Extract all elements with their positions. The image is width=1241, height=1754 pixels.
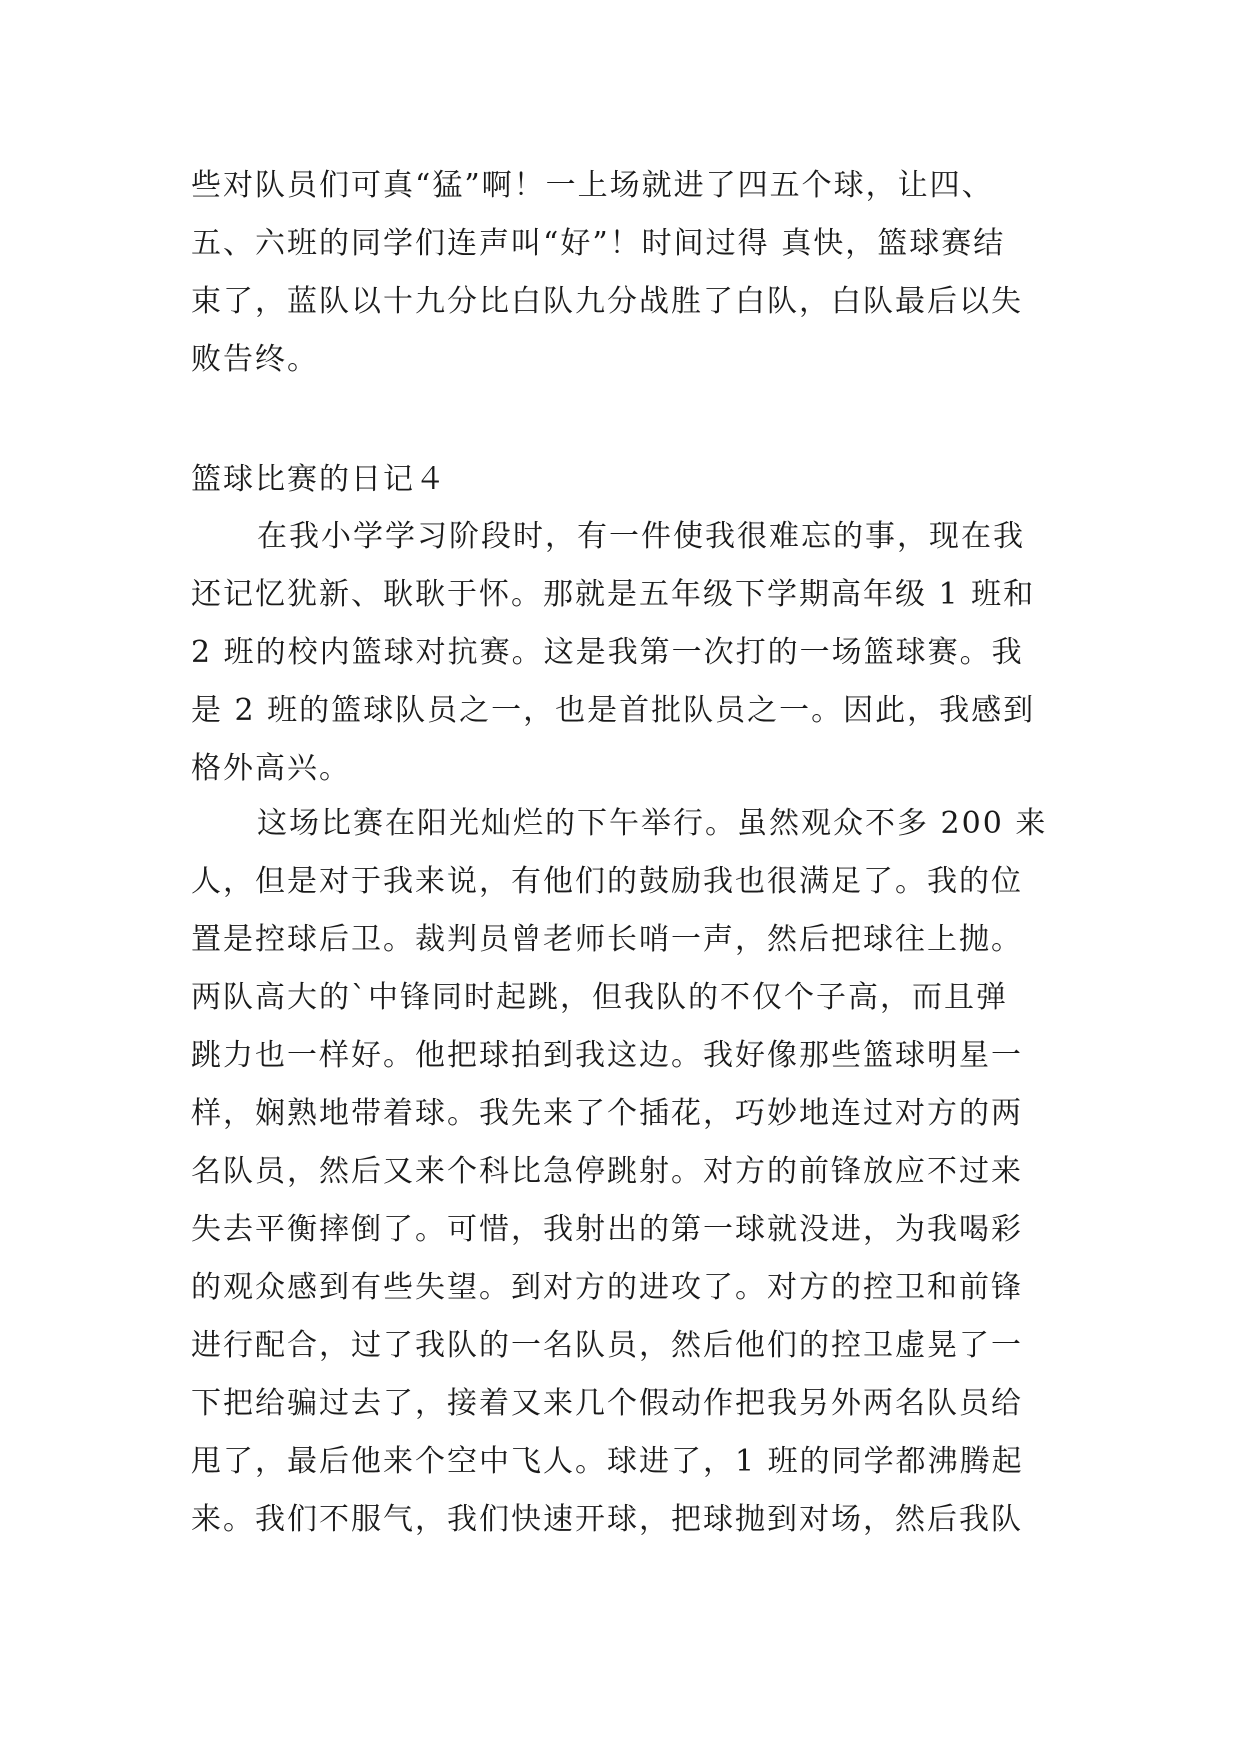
text-line: 名队员，然后又来个科比急停跳射。对方的前锋放应不过来	[191, 1154, 1023, 1189]
text-line: 的观众感到有些失望。到对方的进攻了。对方的控卫和前锋	[191, 1270, 1023, 1305]
text-line: 在我小学学习阶段时，有一件使我很难忘的事，现在我	[257, 519, 1025, 554]
text-line: 置是控球后卫。裁判员曾老师长哨一声，然后把球往上抛。	[191, 922, 1023, 957]
text-line: 来。我们不服气，我们快速开球，把球抛到对场，然后我队	[191, 1502, 1023, 1537]
text-line: 是 2 班的篮球队员之一，也是首批队员之一。因此，我感到	[191, 693, 1036, 728]
text-line: 束了，蓝队以十九分比白队九分战胜了白队，白队最后以失	[191, 284, 1023, 319]
text-line: 这场比赛在阳光灿烂的下午举行。虽然观众不多 200 来	[257, 806, 1048, 841]
text-line: 失去平衡摔倒了。可惜，我射出的第一球就没进，为我喝彩	[191, 1212, 1023, 1247]
paragraph-1	[191, 508, 1071, 798]
text-line: 跳力也一样好。他把球拍到我这边。我好像那些篮球明星一	[191, 1038, 1023, 1073]
text-line: 2 班的校内篮球对抗赛。这是我第一次打的一场篮球赛。我	[191, 635, 1024, 670]
text-line: 人，但是对于我来说，有他们的鼓励我也很满足了。我的位	[191, 864, 1023, 899]
text-line: 进行配合，过了我队的一名队员，然后他们的控卫虚晃了一	[191, 1328, 1023, 1363]
section-title: 篮球比赛的日记４	[191, 462, 447, 497]
text-line: 败告终。	[191, 342, 319, 377]
text-line: 两队高大的`中锋同时起跳，但我队的不仅个子高，而且弹	[191, 980, 1008, 1015]
paragraph-2	[191, 795, 1071, 1549]
text-line: 些对队员们可真“猛”啊！一上场就进了四五个球，让四、	[191, 168, 994, 203]
text-line: 甩了，最后他来个空中飞人。球进了，1 班的同学都沸腾起	[191, 1444, 1024, 1479]
intro-paragraph	[191, 157, 1071, 389]
text-line: 格外高兴。	[191, 751, 351, 786]
section-heading	[191, 451, 1071, 509]
text-line: 五、六班的同学们连声叫“好”！时间过得 真快，篮球赛结	[191, 226, 1006, 261]
text-line: 下把给骗过去了，接着又来几个假动作把我另外两名队员给	[191, 1386, 1023, 1421]
text-line: 样，娴熟地带着球。我先来了个插花，巧妙地连过对方的两	[191, 1096, 1023, 1131]
text-line: 还记忆犹新、耿耿于怀。那就是五年级下学期高年级 1 班和	[191, 577, 1036, 612]
